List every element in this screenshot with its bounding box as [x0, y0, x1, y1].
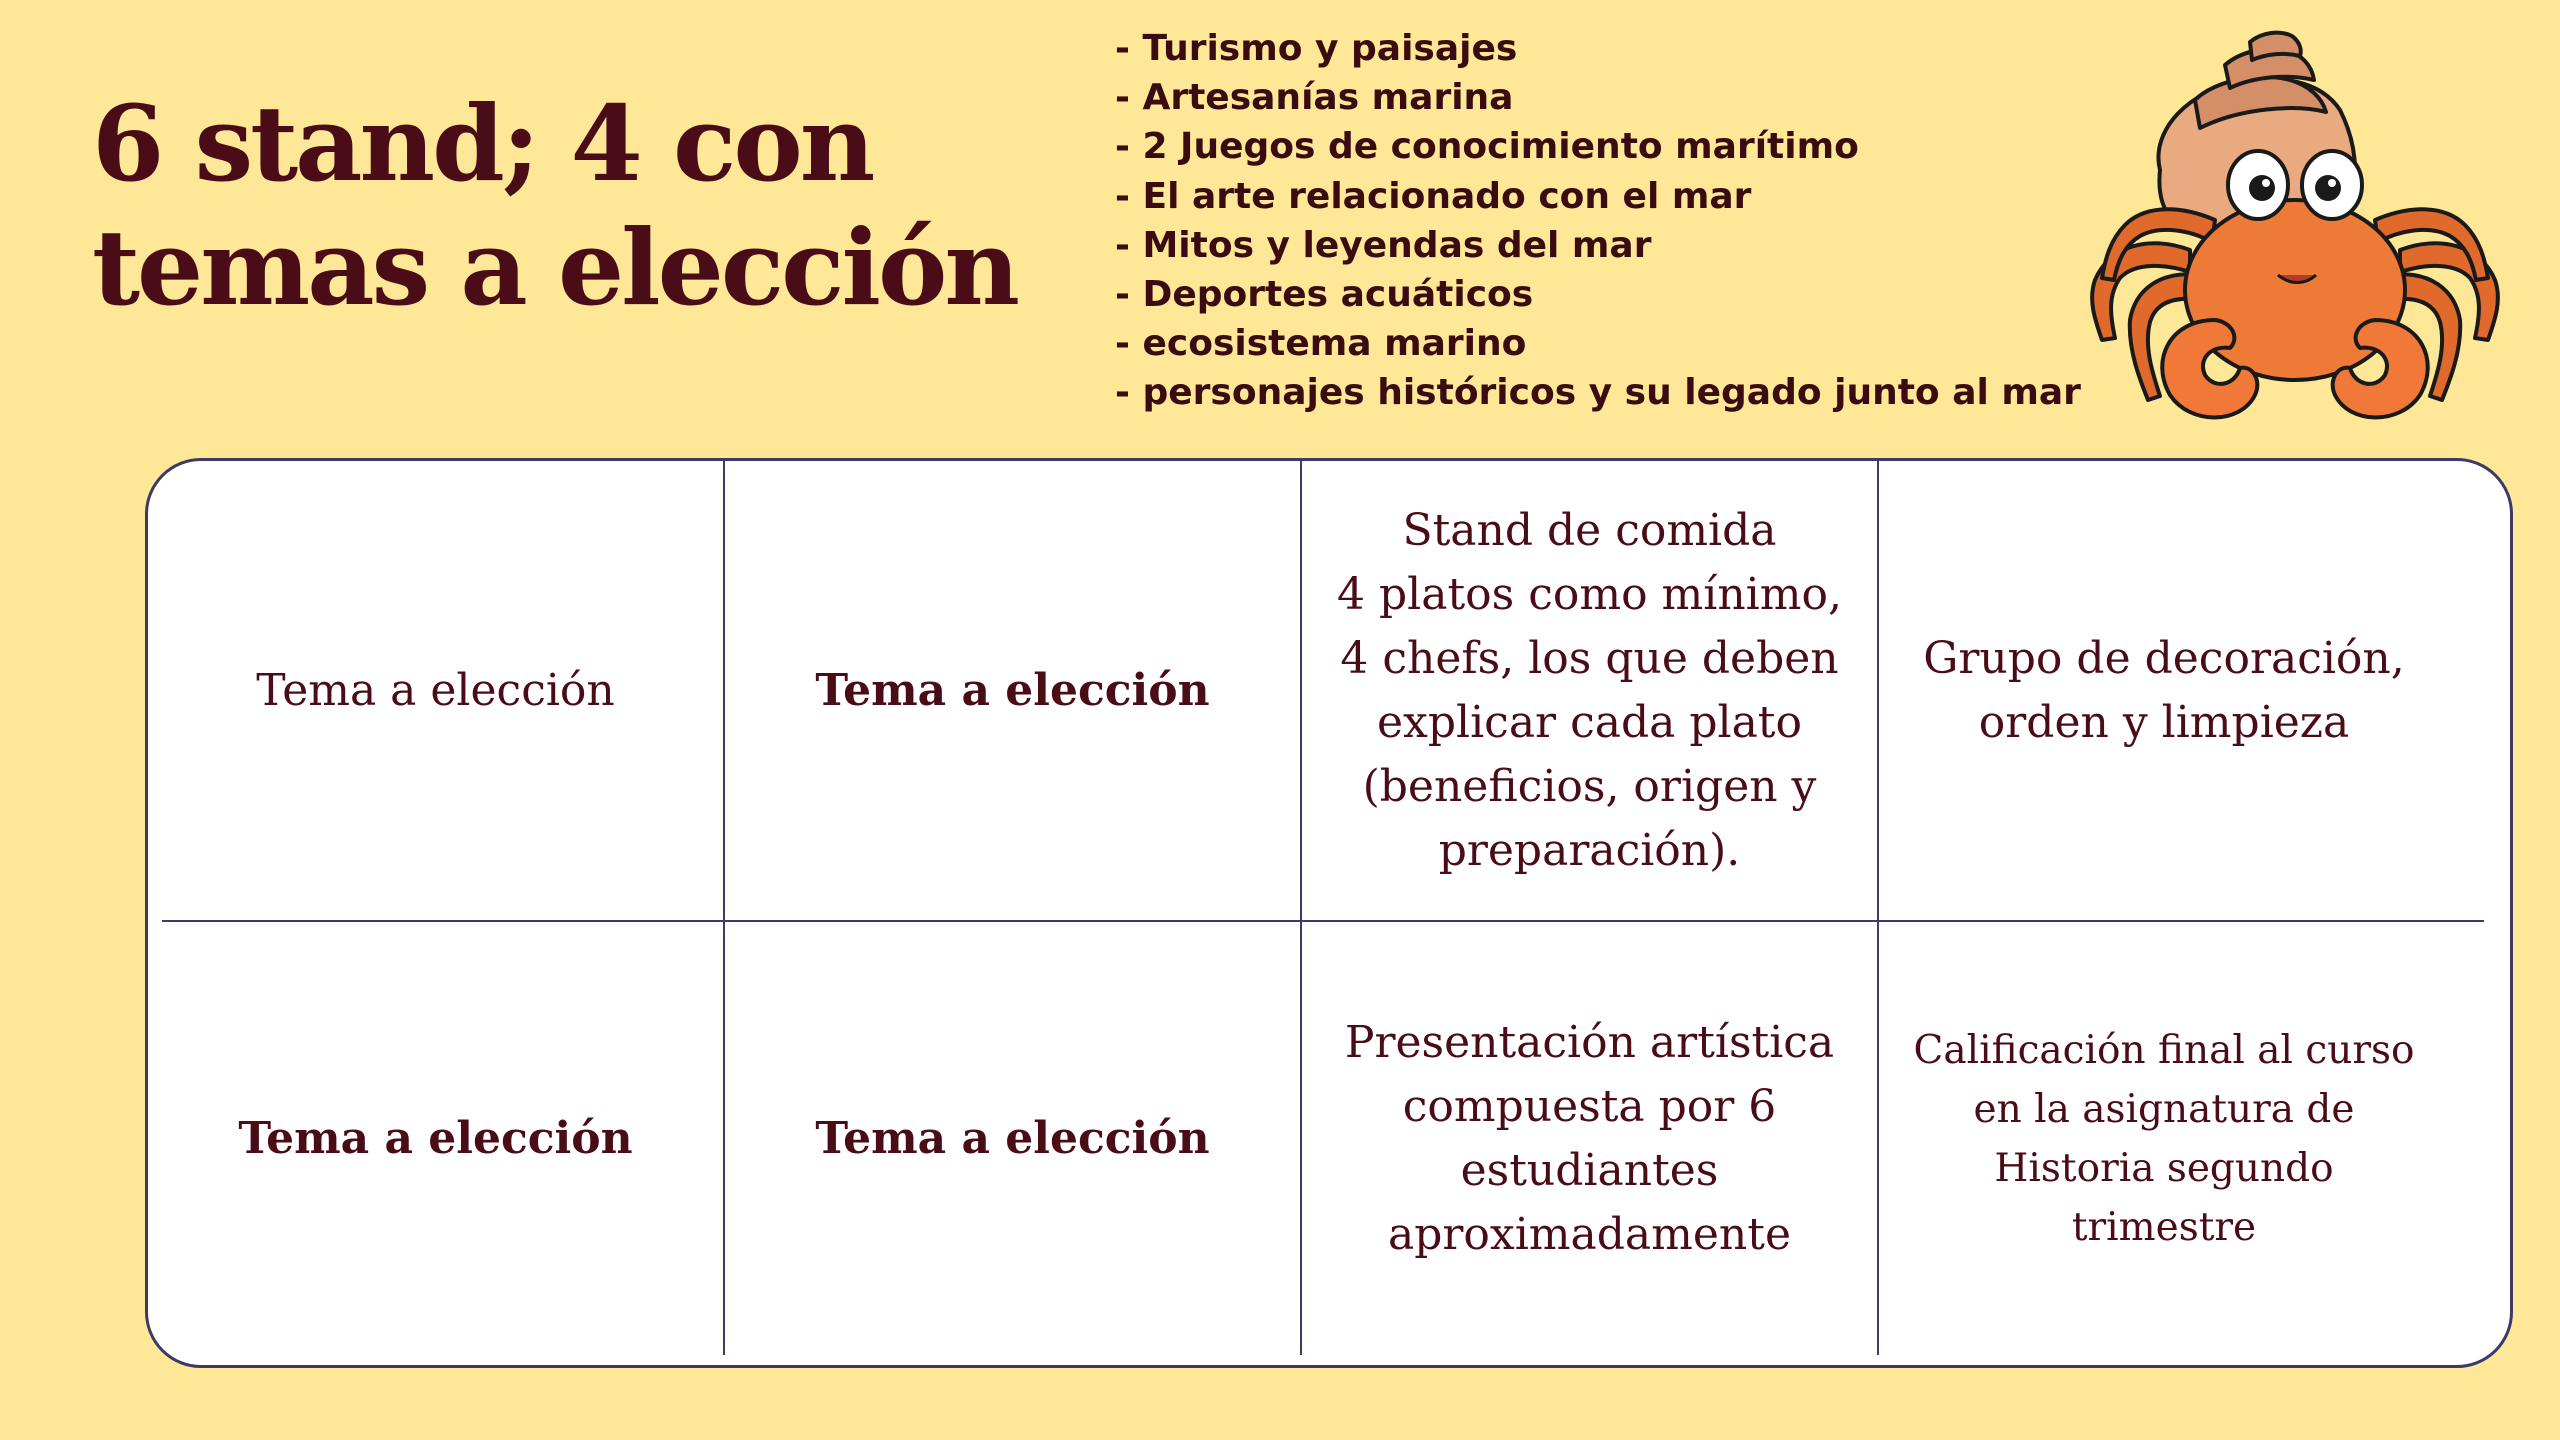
table-cell-final-grade	[1879, 922, 2449, 1355]
topic-item: - 2 Juegos de conocimiento marítimo	[1115, 126, 1859, 168]
stands-table	[145, 458, 2513, 1368]
decoration-line: Grupo de decoración,	[1923, 632, 2405, 684]
topic-item: - Turismo y paisajes	[1115, 28, 1518, 69]
page-title: 6 stand; 4 con temas a elección	[92, 82, 1017, 329]
grade-line: en la asignatura de	[1973, 1086, 2355, 1132]
artistic-line: aproximadamente	[1388, 1208, 1791, 1260]
grade-line: Calificación final al curso	[1913, 1027, 2415, 1073]
grade-line: Historia segundo	[1994, 1145, 2334, 1191]
stand-label: Tema a elección	[815, 1112, 1210, 1164]
artistic-line: Presentación artística	[1344, 1016, 1835, 1068]
table-cell-food-stand	[1302, 461, 1877, 920]
artistic-line: estudiantes	[1460, 1144, 1719, 1196]
stand-label: Tema a elección	[256, 664, 615, 716]
topics-list	[1115, 24, 2081, 418]
food-stand-line: preparación).	[1438, 824, 1741, 876]
stand-label: Tema a elección	[238, 1112, 633, 1164]
topic-item: - personajes históricos y su legado junto al mar	[1115, 372, 2081, 414]
food-stand-line: 4 platos como mínimo,	[1337, 568, 1842, 620]
table-cell-stand-1	[148, 461, 723, 920]
table-cell-stand-4	[725, 922, 1300, 1355]
artistic-line: compuesta por 6	[1402, 1080, 1777, 1132]
topic-item: - Deportes acuáticos	[1115, 274, 1534, 316]
decoration-line: orden y limpieza	[1978, 696, 2350, 748]
hermit-crab-icon	[2040, 20, 2540, 440]
table-cell-stand-3	[148, 922, 723, 1355]
topic-item: - ecosistema marino	[1115, 323, 1527, 365]
food-stand-line: explicar cada plato	[1377, 696, 1802, 748]
table-cell-stand-2	[725, 461, 1300, 920]
topic-item: - Mitos y leyendas del mar	[1115, 224, 1652, 266]
food-stand-line: (beneficios, origen y	[1362, 760, 1817, 812]
topic-item: - El arte relacionado con el mar	[1115, 175, 1752, 217]
grade-line: trimestre	[2071, 1204, 2257, 1250]
topic-item: - Artesanías marina	[1115, 77, 1514, 119]
food-stand-line: Stand de comida	[1402, 504, 1777, 556]
food-stand-line: 4 chefs, los que deben	[1340, 632, 1839, 684]
crab-body	[2185, 200, 2405, 380]
stand-label: Tema a elección	[815, 664, 1210, 716]
table-cell-artistic-presentation	[1302, 922, 1877, 1355]
table-cell-decoration-group	[1879, 461, 2449, 920]
